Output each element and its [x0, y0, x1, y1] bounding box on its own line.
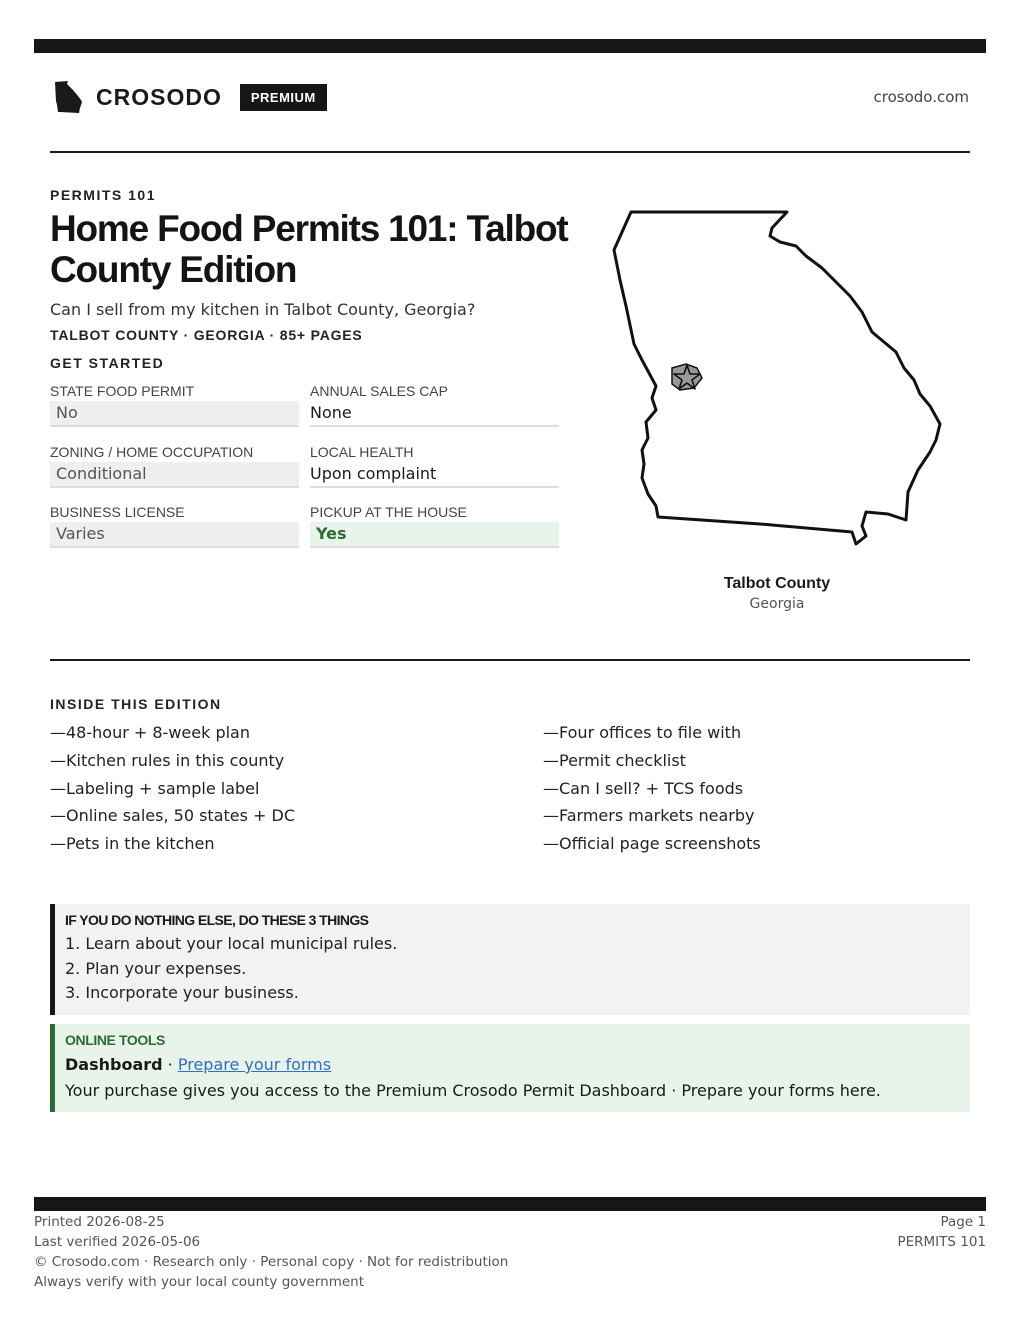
list-item: —Online sales, 50 states + DC [50, 806, 296, 826]
header-divider [50, 151, 970, 153]
list-item: —Kitchen rules in this county [50, 750, 285, 770]
fact-value: None [310, 401, 559, 427]
footer-bar [34, 1197, 986, 1211]
dashboard-label: Dashboard [65, 1055, 163, 1074]
fact-annual-sales-cap [310, 381, 559, 427]
printed-date: Printed 2026-08-25 [34, 1214, 165, 1230]
top-bar [34, 39, 986, 53]
tools-description: Your purchase gives you access to the Premium Crosodo Permit Dashboard · Prepare your forms here. [65, 1081, 881, 1100]
dashboard-line [65, 1052, 960, 1078]
fact-label: BUSINESS LICENSE [50, 504, 185, 520]
fact-zoning [50, 442, 299, 488]
edition-meta: TALBOT COUNTY · GEORGIA · 85+ PAGES [50, 327, 363, 343]
fact-label: STATE FOOD PERMIT [50, 383, 195, 399]
disclaimer: Always verify with your local county government [34, 1274, 364, 1290]
site-url[interactable]: crosodo.com [873, 88, 969, 106]
fact-pickup-at-house [310, 502, 559, 548]
premium-badge: PREMIUM [240, 84, 327, 111]
list-item: —Four offices to file with [543, 723, 742, 742]
fact-value: No [50, 401, 299, 427]
page-number: Page 1 [940, 1214, 986, 1230]
three-things-callout [50, 904, 970, 1015]
list-item: —Permit checklist [543, 750, 686, 770]
brand[interactable] [52, 78, 327, 116]
inside-list-right [543, 719, 761, 858]
fact-local-health [310, 442, 559, 488]
georgia-map-with-county-star-icon [600, 200, 960, 560]
callout-step: 2. Plan your expenses. [65, 958, 247, 978]
callout-step: 3. Incorporate your business. [65, 983, 299, 1003]
inside-edition-heading: INSIDE THIS EDITION [50, 696, 222, 712]
fact-label: ZONING / HOME OCCUPATION [50, 444, 254, 460]
fact-value: Yes [310, 522, 559, 548]
page-subtitle: Can I sell from my kitchen in Talbot County, Georgia? [50, 300, 476, 319]
online-tools-callout [50, 1024, 970, 1112]
page-title: Home Food Permits 101: Talbot County Edition [50, 208, 568, 290]
section-eyebrow: PERMITS 101 [50, 187, 156, 203]
callout-step: 1. Learn about your local municipal rules. [65, 934, 398, 953]
list-item: —Labeling + sample label [50, 778, 260, 798]
separator: · [162, 1055, 178, 1074]
fact-value: Conditional [50, 462, 299, 488]
callout-heading: IF YOU DO NOTHING ELSE, DO THESE 3 THINGS [65, 912, 369, 928]
footer-section: PERMITS 101 [897, 1234, 986, 1250]
brand-name: CROSODO [96, 83, 222, 110]
prepare-forms-link[interactable]: Prepare your forms [177, 1055, 332, 1074]
fact-label: LOCAL HEALTH [310, 444, 414, 460]
list-item: —Can I sell? + TCS foods [543, 778, 744, 798]
copyright: © Crosodo.com · Research only · Personal copy · Not for redistribution [34, 1254, 509, 1270]
list-item: —Farmers markets nearby [543, 806, 755, 826]
online-tools-heading: ONLINE TOOLS [65, 1032, 165, 1048]
fact-state-food-permit [50, 381, 299, 427]
list-item: —48-hour + 8-week plan [50, 723, 250, 742]
section-divider [50, 659, 970, 661]
list-item: —Pets in the kitchen [50, 834, 215, 854]
fact-business-license [50, 502, 299, 548]
fact-value: Upon complaint [310, 462, 559, 488]
map-county-label: Talbot County [723, 575, 831, 592]
footer-left [34, 1212, 508, 1292]
map-state-label: Georgia [749, 596, 805, 612]
georgia-outline [614, 212, 940, 544]
fact-value: Varies [50, 522, 299, 548]
footer-right [897, 1212, 986, 1252]
get-started-heading: GET STARTED [50, 355, 165, 371]
inside-list-left [50, 719, 295, 858]
list-item: —Official page screenshots [543, 834, 761, 854]
georgia-state-silhouette-icon [52, 79, 86, 115]
fact-label: PICKUP AT THE HOUSE [310, 504, 467, 520]
verified-date: Last verified 2026-05-06 [34, 1234, 201, 1250]
fact-label: ANNUAL SALES CAP [310, 383, 448, 399]
